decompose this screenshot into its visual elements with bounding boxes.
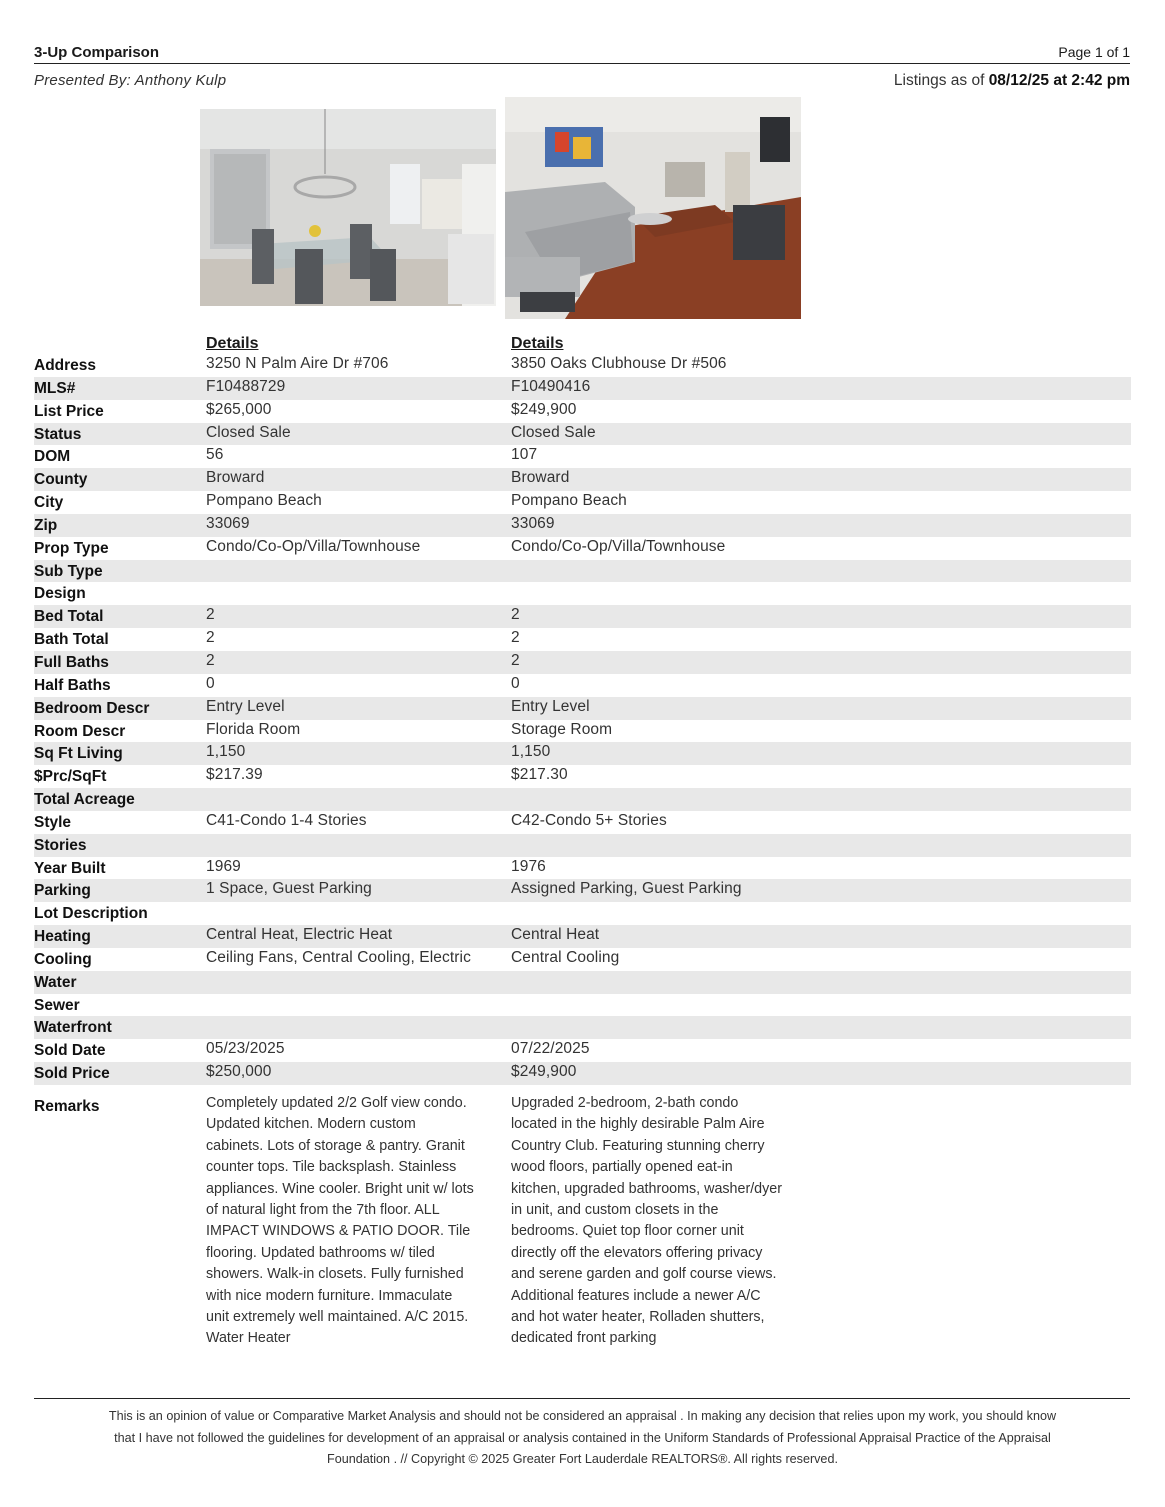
header-divider <box>34 63 1130 64</box>
row-value-listing-1: 2 <box>206 629 215 647</box>
row-value-listing-1: Florida Room <box>206 720 301 738</box>
table-row <box>34 674 1131 697</box>
row-value-listing-1: Pompano Beach <box>206 492 322 510</box>
listings-as-of-value: 08/12/25 at 2:42 pm <box>988 72 1130 89</box>
row-value-listing-2: Entry Level <box>511 697 590 715</box>
row-value-listing-2: 107 <box>511 446 538 464</box>
column-heading-1: Details <box>206 335 259 352</box>
row-label: Sold Date <box>34 1042 106 1060</box>
row-value-listing-2: Closed Sale <box>511 423 596 441</box>
row-value-listing-2: 1,150 <box>511 743 551 761</box>
row-value-listing-1: C41-Condo 1-4 Stories <box>206 811 367 829</box>
row-label: Prop Type <box>34 539 109 557</box>
row-label: County <box>34 471 88 489</box>
table-row <box>34 491 1131 514</box>
row-value-listing-1: 2 <box>206 606 215 624</box>
row-label: Style <box>34 813 72 831</box>
table-row <box>34 423 1131 446</box>
table-row <box>34 788 1131 811</box>
table-row <box>34 742 1131 765</box>
row-value-listing-1: 1,150 <box>206 743 246 761</box>
listings-as-of <box>894 72 1130 90</box>
row-value-listing-1: F10488729 <box>206 377 286 395</box>
table-row <box>34 971 1131 994</box>
row-value-listing-2: C42-Condo 5+ Stories <box>511 811 667 829</box>
listings-as-of-label: Listings as of <box>893 72 985 89</box>
comparison-table <box>34 354 1131 1085</box>
row-value-listing-1: 1 Space, Guest Parking <box>206 880 372 898</box>
row-value-listing-1: 3250 N Palm Aire Dr #706 <box>206 355 389 372</box>
row-value-listing-2: $249,900 <box>511 1063 577 1081</box>
row-label: Address <box>34 357 97 374</box>
table-row <box>34 1039 1131 1062</box>
row-value-listing-2: Assigned Parking, Guest Parking <box>511 880 742 898</box>
table-row <box>34 879 1131 902</box>
table-row <box>34 697 1131 720</box>
row-value-listing-1: Entry Level <box>206 697 285 715</box>
row-label: Year Built <box>34 859 106 877</box>
row-value-listing-1: Ceiling Fans, Central Cooling, Electric <box>206 948 471 966</box>
row-value-listing-2: $249,900 <box>511 400 577 418</box>
table-row <box>34 537 1131 560</box>
table-row <box>34 811 1131 834</box>
row-label: Status <box>34 425 82 443</box>
row-label: DOM <box>34 448 71 466</box>
table-row <box>34 354 1131 377</box>
table-row <box>34 1016 1131 1039</box>
table-row <box>34 1062 1131 1085</box>
row-label: List Price <box>34 402 104 420</box>
row-value-listing-1: $265,000 <box>206 400 272 418</box>
row-label: Sq Ft Living <box>34 745 123 763</box>
row-label: Total Acreage <box>34 791 135 809</box>
remarks-label: Remarks <box>34 1098 100 1115</box>
row-value-listing-2: Broward <box>511 469 570 487</box>
row-value-listing-2: Central Cooling <box>511 948 620 966</box>
row-label: $Prc/SqFt <box>34 768 107 786</box>
row-value-listing-1: $217.39 <box>206 766 263 784</box>
table-row <box>34 994 1131 1017</box>
listing-photo-1[interactable] <box>200 109 496 306</box>
row-label: Waterfront <box>34 1019 112 1037</box>
footer-disclaimer: This is an opinion of value or Comparative Market Analysis and should not be considered an appraisal . In making any decision that relies upon my work, you should know that I have not followed the guidelines for development of an appraisal or analysis contained in the Uniform Standards of Professional Appraisal Practice of the Appraisal Foundation . // Copyright © 2025 Greater Fort Lauderdale REALTORS®. All rights reserved. <box>108 1409 1057 1466</box>
row-value-listing-2: $217.30 <box>511 766 568 784</box>
table-row <box>34 857 1131 880</box>
row-value-listing-2: 3850 Oaks Clubhouse Dr #506 <box>511 355 727 372</box>
row-value-listing-2: 0 <box>511 674 520 692</box>
row-value-listing-1: Broward <box>206 469 265 487</box>
row-value-listing-2: Pompano Beach <box>511 492 627 510</box>
table-row <box>34 514 1131 537</box>
table-row <box>34 720 1131 743</box>
row-label: Cooling <box>34 950 92 968</box>
remarks-listing-2: Upgraded 2-bedroom, 2-bath condo located in the highly desirable Palm Aire Country Club. Featuring stunning cherry wood floors, partially opened eat-in kitchen, upgraded bathrooms, washer/dyer in unit, and custom closets in the bedrooms. Quiet top floor corner unit directly off the elevators offering privacy and serene garden and golf course views. Additional features include a newer A/C and hot water heater, Rolladen shutters, dedicated front parking <box>511 1095 782 1347</box>
row-value-listing-2: 2 <box>511 629 520 647</box>
row-label: Sold Price <box>34 1065 110 1083</box>
row-value-listing-2: 33069 <box>511 514 555 532</box>
presented-by: Presented By: Anthony Kulp <box>34 72 227 89</box>
table-row <box>34 834 1131 857</box>
table-row <box>34 765 1131 788</box>
row-label: City <box>34 494 64 512</box>
row-value-listing-1: 1969 <box>206 857 241 875</box>
footer-divider <box>34 1398 1130 1399</box>
row-label: Room Descr <box>34 722 126 740</box>
row-value-listing-1: Central Heat, Electric Heat <box>206 926 393 944</box>
row-value-listing-2: F10490416 <box>511 377 591 395</box>
table-row <box>34 628 1131 651</box>
table-row <box>34 400 1131 423</box>
row-label: Bath Total <box>34 631 109 649</box>
row-label: Water <box>34 973 77 991</box>
row-value-listing-2: Condo/Co-Op/Villa/Townhouse <box>511 537 726 555</box>
row-value-listing-1: Condo/Co-Op/Villa/Townhouse <box>206 537 421 555</box>
row-value-listing-2: 1976 <box>511 857 546 875</box>
column-heading-2: Details <box>511 335 564 352</box>
row-value-listing-2: 2 <box>511 606 520 624</box>
row-value-listing-1: 56 <box>206 446 224 464</box>
row-label: Heating <box>34 928 91 946</box>
table-row <box>34 582 1131 605</box>
row-value-listing-2: 2 <box>511 651 520 669</box>
row-label: Sewer <box>34 996 80 1014</box>
report-title: 3-Up Comparison <box>34 44 160 61</box>
row-value-listing-2: Central Heat <box>511 926 600 944</box>
page-indicator: Page 1 of 1 <box>1058 44 1130 60</box>
table-row <box>34 445 1131 468</box>
row-value-listing-1: 05/23/2025 <box>206 1040 285 1058</box>
row-value-listing-1: $250,000 <box>206 1063 272 1081</box>
table-row <box>34 925 1131 948</box>
table-row <box>34 948 1131 971</box>
row-label: MLS# <box>34 379 76 397</box>
row-label: Zip <box>34 516 58 534</box>
table-row <box>34 468 1131 491</box>
row-value-listing-2: Storage Room <box>511 720 613 738</box>
row-label: Stories <box>34 836 87 854</box>
listing-photo-2[interactable] <box>505 97 801 319</box>
row-label: Full Baths <box>34 653 109 671</box>
row-label: Design <box>34 585 86 603</box>
row-label: Half Baths <box>34 676 111 694</box>
row-label: Bedroom Descr <box>34 699 150 717</box>
row-value-listing-1: 33069 <box>206 514 250 532</box>
row-value-listing-1: 2 <box>206 651 215 669</box>
row-value-listing-2: 07/22/2025 <box>511 1040 590 1058</box>
row-value-listing-1: Closed Sale <box>206 423 291 441</box>
row-label: Bed Total <box>34 608 104 626</box>
row-value-listing-1: 0 <box>206 674 215 692</box>
row-label: Sub Type <box>34 562 103 580</box>
table-row <box>34 560 1131 583</box>
row-label: Lot Description <box>34 905 148 923</box>
remarks-listing-1: Completely updated 2/2 Golf view condo. Updated kitchen. Modern custom cabinets. Lots of storage & pantry. Granit counter tops. Tile backsplash. Stainless appliances. Wine cooler. Bright unit w/ lots of natural light from the 7th floor. ALL IMPACT WINDOWS & PATIO DOOR. Tile flooring. Updated bathrooms w/ tiled showers. Walk-in closets. Fully furnished with nice modern furniture. Immaculate unit extremely well maintained. A/C 2015. Water Heater <box>206 1095 474 1347</box>
table-row <box>34 377 1131 400</box>
table-row <box>34 605 1131 628</box>
row-label: Parking <box>34 882 91 900</box>
table-row <box>34 902 1131 925</box>
table-row <box>34 651 1131 674</box>
